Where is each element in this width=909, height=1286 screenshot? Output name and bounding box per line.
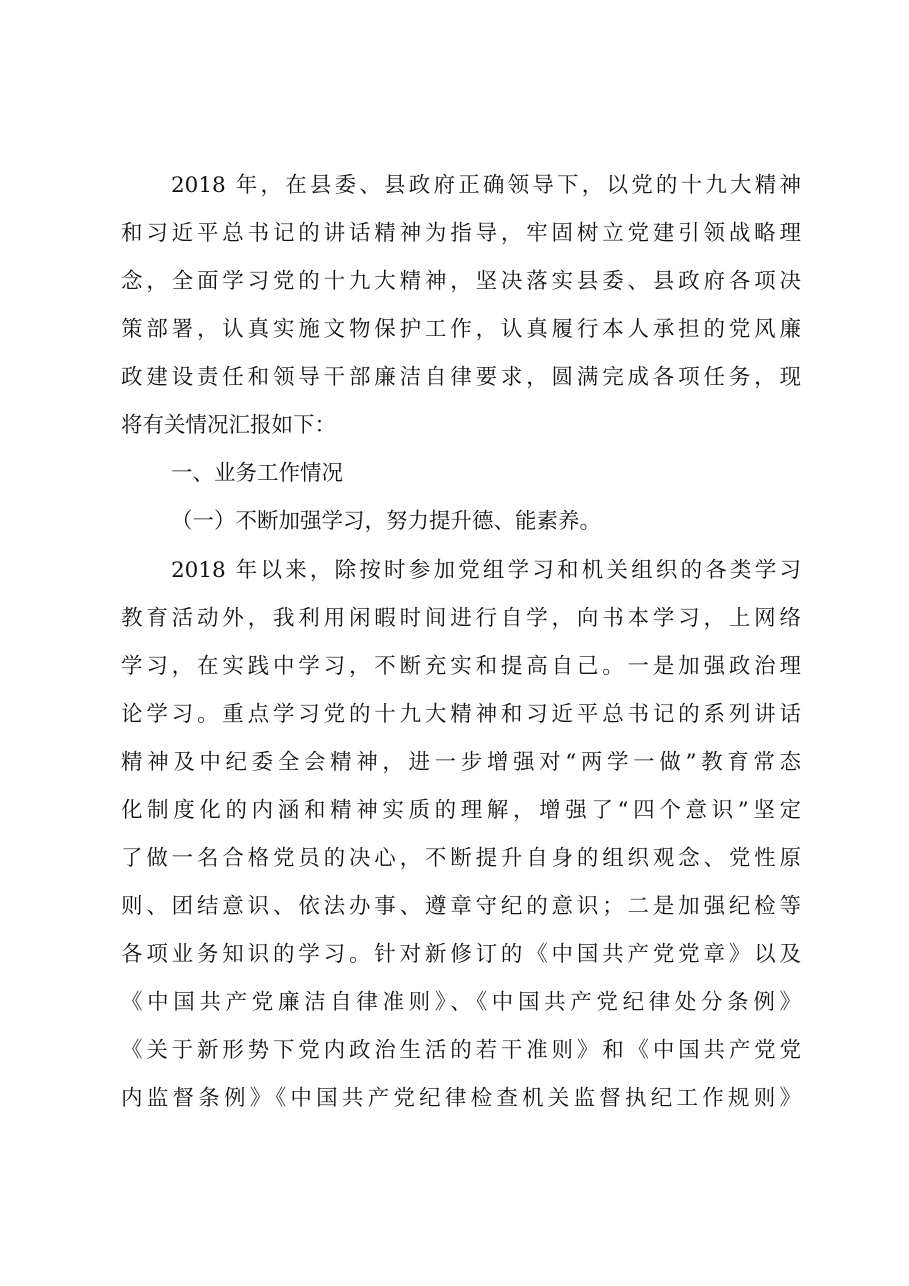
paragraph-line: 论学习。重点学习党的十九大精神和习近平总书记的系列讲话 [121,702,801,727]
paragraph-line: 精神及中纪委全会精神，进一步增强对“两学一做”教育常态 [121,750,801,775]
paragraph-line: 则、团结意识、依法办事、遵章守纪的意识；二是加强纪检等 [121,894,801,919]
paragraph-line: 内监督条例》《中国共产党纪律检查机关监督执纪工作规则》 [121,1086,801,1111]
paragraph-line: 《中国共产党廉洁自律准则》、《中国共产党纪律处分条例》 [121,990,801,1015]
paragraph-line: 念，全面学习党的十九大精神，坚决落实县委、县政府各项决 [121,269,801,294]
paragraph-line: 策部署，认真实施文物保护工作，认真履行本人承担的党风廉 [121,317,801,342]
paragraph-line: 各项业务知识的学习。针对新修订的《中国共产党党章》以及 [121,942,801,967]
paragraph-line: 政建设责任和领导干部廉洁自律要求，圆满完成各项任务，现 [121,365,801,390]
paragraph-line: 2018 年，在县委、县政府正确领导下，以党的十九大精神 [171,173,801,198]
section-heading: 一、业务工作情况 [171,461,344,486]
subsection-heading: （一）不断加强学习，努力提升德、能素养。 [171,509,602,534]
paragraph-line: 教育活动外，我利用闲暇时间进行自学，向书本学习，上网络 [121,606,801,631]
paragraph-line: 和习近平总书记的讲话精神为指导，牢固树立党建引领战略理 [121,221,801,246]
paragraph-line: 《关于新形势下党内政治生活的若干准则》和《中国共产党党 [121,1038,801,1063]
paragraph-line: 将有关情况汇报如下： [121,413,337,438]
paragraph-line: 了做一名合格党员的决心，不断提升自身的组织观念、党性原 [121,846,801,871]
paragraph-line: 化制度化的内涵和精神实质的理解，增强了“四个意识”坚定 [121,798,801,823]
paragraph-line: 学习，在实践中学习，不断充实和提高自己。一是加强政治理 [121,654,801,679]
paragraph-line: 2018 年以来，除按时参加党组学习和机关组织的各类学习 [171,558,801,583]
